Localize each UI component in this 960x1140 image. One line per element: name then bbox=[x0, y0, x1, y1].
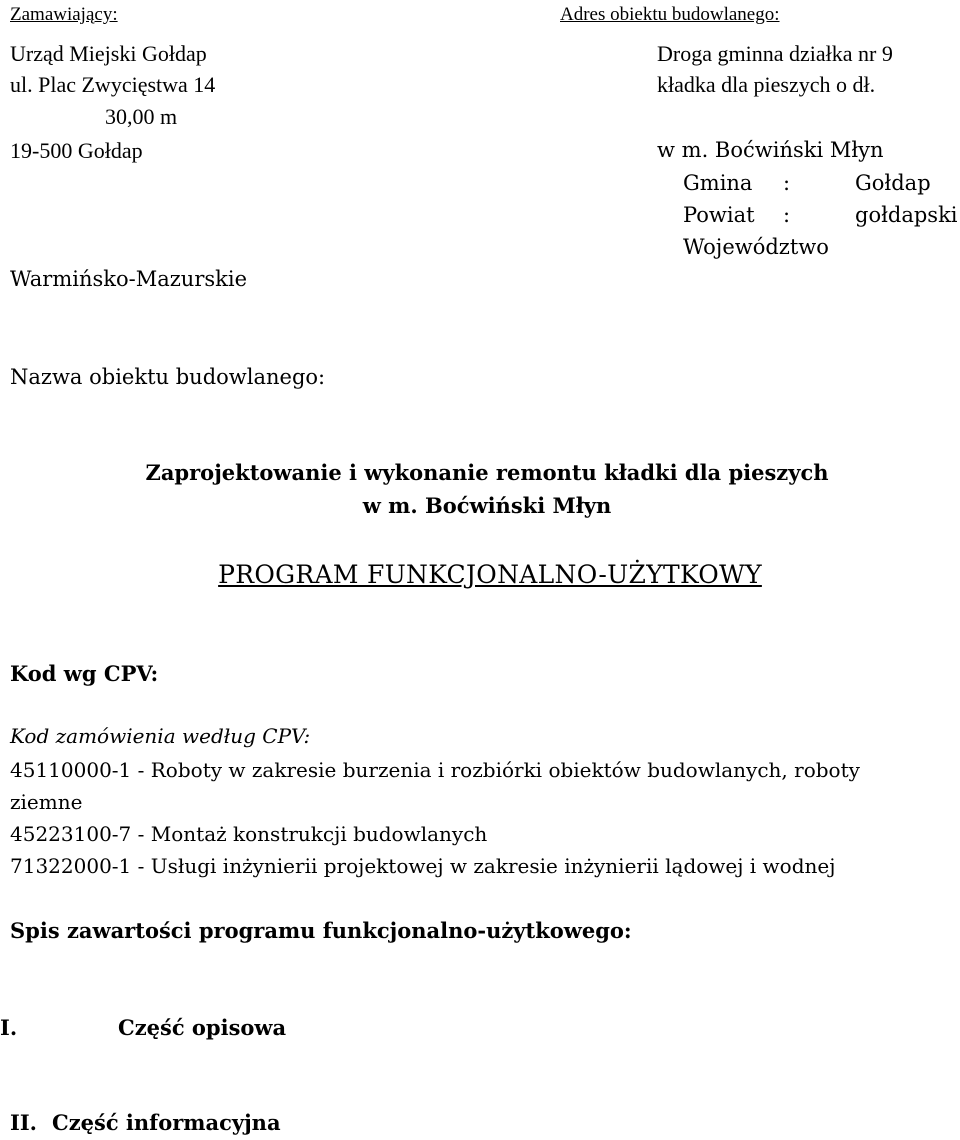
contents-part-number: II. bbox=[10, 1110, 37, 1135]
cpv-code-row: 45223100-7 - Montaż konstrukcji budowlanych bbox=[10, 822, 488, 846]
object-name-label: Nazwa obiektu budowlanego: bbox=[10, 365, 326, 389]
cpv-subheading: Kod zamówienia według CPV: bbox=[10, 724, 311, 748]
object-title-line2: w m. Boćwiński Młyn bbox=[362, 493, 612, 518]
site-address-label: Adres obiektu budowlanego: bbox=[560, 4, 780, 25]
ordering-party-label: Zamawiający: bbox=[10, 4, 118, 25]
contents-part-number: I. bbox=[0, 1015, 18, 1040]
site-address-line3: w m. Boćwiński Młyn bbox=[657, 138, 884, 162]
cpv-code-row: 45110000-1 - Roboty w zakresie burzenia i rozbiórki obiektów budowlanych, roboty bbox=[10, 758, 860, 782]
ordering-party-name: Urząd Miejski Gołdap bbox=[10, 41, 207, 66]
contents-part-title: Część opisowa bbox=[118, 1015, 287, 1040]
site-address-line1: Droga gminna działka nr 9 bbox=[657, 41, 893, 66]
document-title: PROGRAM FUNKCJONALNO-UŻYTKOWY bbox=[218, 560, 762, 589]
voivodeship-label: Województwo bbox=[683, 235, 829, 259]
commune-label: Gmina bbox=[683, 171, 753, 195]
site-address-line2: kładka dla pieszych o dł. bbox=[657, 72, 876, 97]
commune-value: Gołdap bbox=[855, 171, 931, 195]
county-separator: : bbox=[783, 203, 791, 227]
contents-heading: Spis zawartości programu funkcjonalno-użytkowego: bbox=[10, 918, 632, 943]
ordering-party-postal-city: 19-500 Gołdap bbox=[10, 138, 143, 163]
cpv-code-row: ziemne bbox=[10, 790, 83, 814]
contents-part-title: Część informacyjna bbox=[52, 1110, 281, 1135]
voivodeship-value: Warmińsko-Mazurskie bbox=[10, 267, 248, 291]
object-title-line1: Zaprojektowanie i wykonanie remontu kładki dla pieszych bbox=[145, 460, 829, 485]
county-value: gołdapski bbox=[855, 203, 958, 227]
ordering-party-street: ul. Plac Zwycięstwa 14 bbox=[10, 72, 216, 97]
commune-separator: : bbox=[783, 171, 791, 195]
cpv-code-row: 71322000-1 - Usługi inżynierii projektowej w zakresie inżynierii lądowej i wodnej bbox=[10, 854, 836, 878]
cpv-heading: Kod wg CPV: bbox=[10, 661, 159, 686]
county-label: Powiat bbox=[683, 203, 755, 227]
site-length-value: 30,00 m bbox=[105, 104, 178, 129]
